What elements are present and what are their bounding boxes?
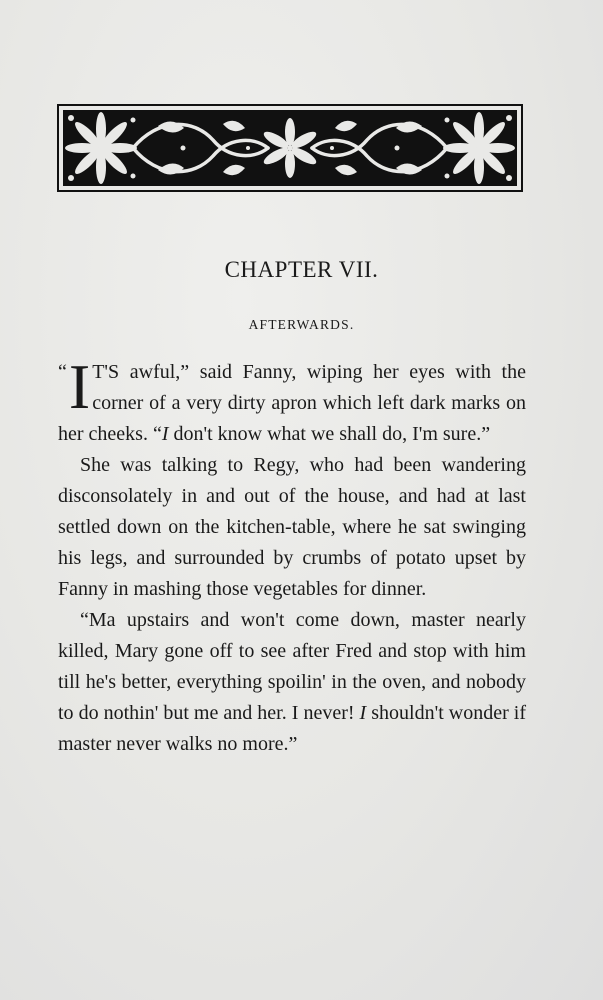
chapter-subtitle: AFTERWARDS. <box>248 317 355 332</box>
paragraph-2: She was talking to Regy, who had been wandering disconsolately in and out of the house, and had at last settled down on the kitchen-table, where he sat swinging his legs, and surrounded by crumbs of potato upset by Fanny in mashing those vegetables for dinner. <box>58 454 526 600</box>
right-flower <box>443 112 515 184</box>
drop-cap: I <box>68 351 91 422</box>
open-quote: “ <box>58 361 67 383</box>
ornament-illustration <box>63 110 517 186</box>
body-text <box>58 351 526 760</box>
paragraph-3-italic: I <box>359 702 367 724</box>
paragraph-1-italic: I <box>161 423 169 445</box>
paragraph-1-text-end: don't know what we shall do, I'm sure.” <box>168 423 491 445</box>
paragraph-3-text-end: shouldn't wonder if master never walks no more.” <box>58 702 526 755</box>
paragraph-3 <box>58 605 526 760</box>
paragraph-1-text: T'S awful,” said Fanny, wiping her eyes with the corner of a very dirty apron which left dark marks on her cheeks. “ <box>58 361 526 445</box>
header-ornament <box>57 104 523 192</box>
paragraph-1 <box>58 351 526 450</box>
chapter-title: CHAPTER VII. <box>224 257 379 282</box>
left-flower <box>65 112 137 184</box>
paragraph-3-text: “Ma upstairs and won't come down, master nearly killed, Mary gone off to see after Fred and stop with him till he's better, everything spoilin' in the oven, and nobody to do nothin' but me and her. I never! <box>58 609 526 724</box>
